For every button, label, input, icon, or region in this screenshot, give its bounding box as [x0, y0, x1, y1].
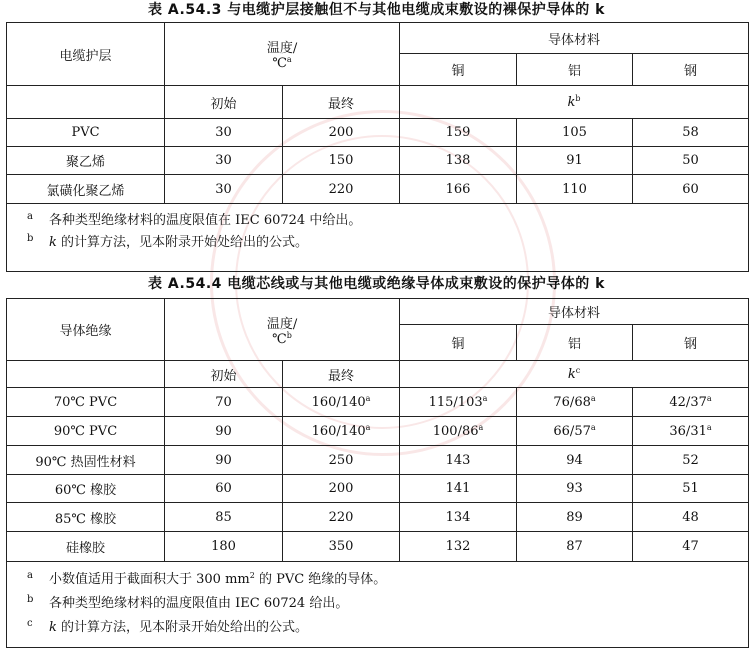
header-temperature: 温度/ ℃$^a$ — [165, 23, 400, 86]
header-k: $k^b$ — [400, 86, 749, 119]
header-aluminium: 铝 — [517, 325, 633, 361]
table1-caption: 表 A.54.3 与电缆护层接触但不与其他电缆成束敷设的裸保护导体的 k — [148, 2, 605, 18]
table-row: PVC 30 200 159 105 58 — [7, 119, 749, 147]
table-a-54-3 — [6, 22, 749, 272]
note-a: a 小数值适用于截面积大于 300 $mm^2$ 的 PVC 绝缘的导体。 — [27, 570, 387, 587]
table1-notes — [7, 204, 749, 272]
header-steel: 钢 — [633, 325, 749, 361]
table-row: 85℃ 橡胶 85 220 134 89 48 — [7, 503, 749, 532]
header-initial: 初始 — [165, 86, 283, 119]
header-aluminium: 铝 — [517, 54, 633, 86]
header-copper: 铜 — [400, 54, 517, 86]
table-row: 90℃ 热固性材料 90 250 143 94 52 — [7, 446, 749, 475]
table2-caption: 表 A.54.4 电缆芯线或与其他电缆或绝缘导体成束敷设的保护导体的 k — [148, 276, 605, 292]
header-initial: 初始 — [165, 361, 283, 388]
table-row: 氯磺化聚乙烯 30 220 166 110 60 — [7, 175, 749, 204]
header-copper: 铜 — [400, 325, 517, 361]
header-conductor-insulation: 导体绝缘 — [7, 299, 165, 361]
table-row: 聚乙烯 30 150 138 91 50 — [7, 147, 749, 175]
table-row: 90℃ PVC 90 160/140$^a$ 100/86$^a$ 66/57$^a$ 36/31$^a$ — [7, 417, 749, 446]
note-b: b 各种类型绝缘材料的温度限值由 IEC 60724 给出。 — [27, 594, 349, 611]
table2-notes — [7, 562, 749, 648]
header-cable-sheath: 电缆护层 — [7, 23, 165, 86]
table-a-54-4 — [6, 298, 749, 648]
table-row: 硅橡胶 180 350 132 87 47 — [7, 532, 749, 562]
table-row: 60℃ 橡胶 60 200 141 93 51 — [7, 475, 749, 503]
header-conductor-material: 导体材料 — [400, 299, 749, 325]
note-b: b k 的计算方法，见本附录开始处给出的公式。 — [27, 233, 309, 250]
header-temperature: 温度/ ℃$^b$ — [165, 299, 400, 361]
note-a: a 各种类型绝缘材料的温度限值在 IEC 60724 中给出。 — [27, 211, 362, 228]
header-final: 最终 — [283, 86, 400, 119]
note-c: c k 的计算方法，见本附录开始处给出的公式。 — [27, 618, 309, 635]
header-conductor-material: 导体材料 — [400, 23, 749, 54]
header-final: 最终 — [283, 361, 400, 388]
header-k: $k^c$ — [400, 361, 749, 388]
table-row: 70℃ PVC 70 160/140$^a$ 115/103$^a$ 76/68$^a$ 42/37$^a$ — [7, 388, 749, 417]
header-steel: 钢 — [633, 54, 749, 86]
